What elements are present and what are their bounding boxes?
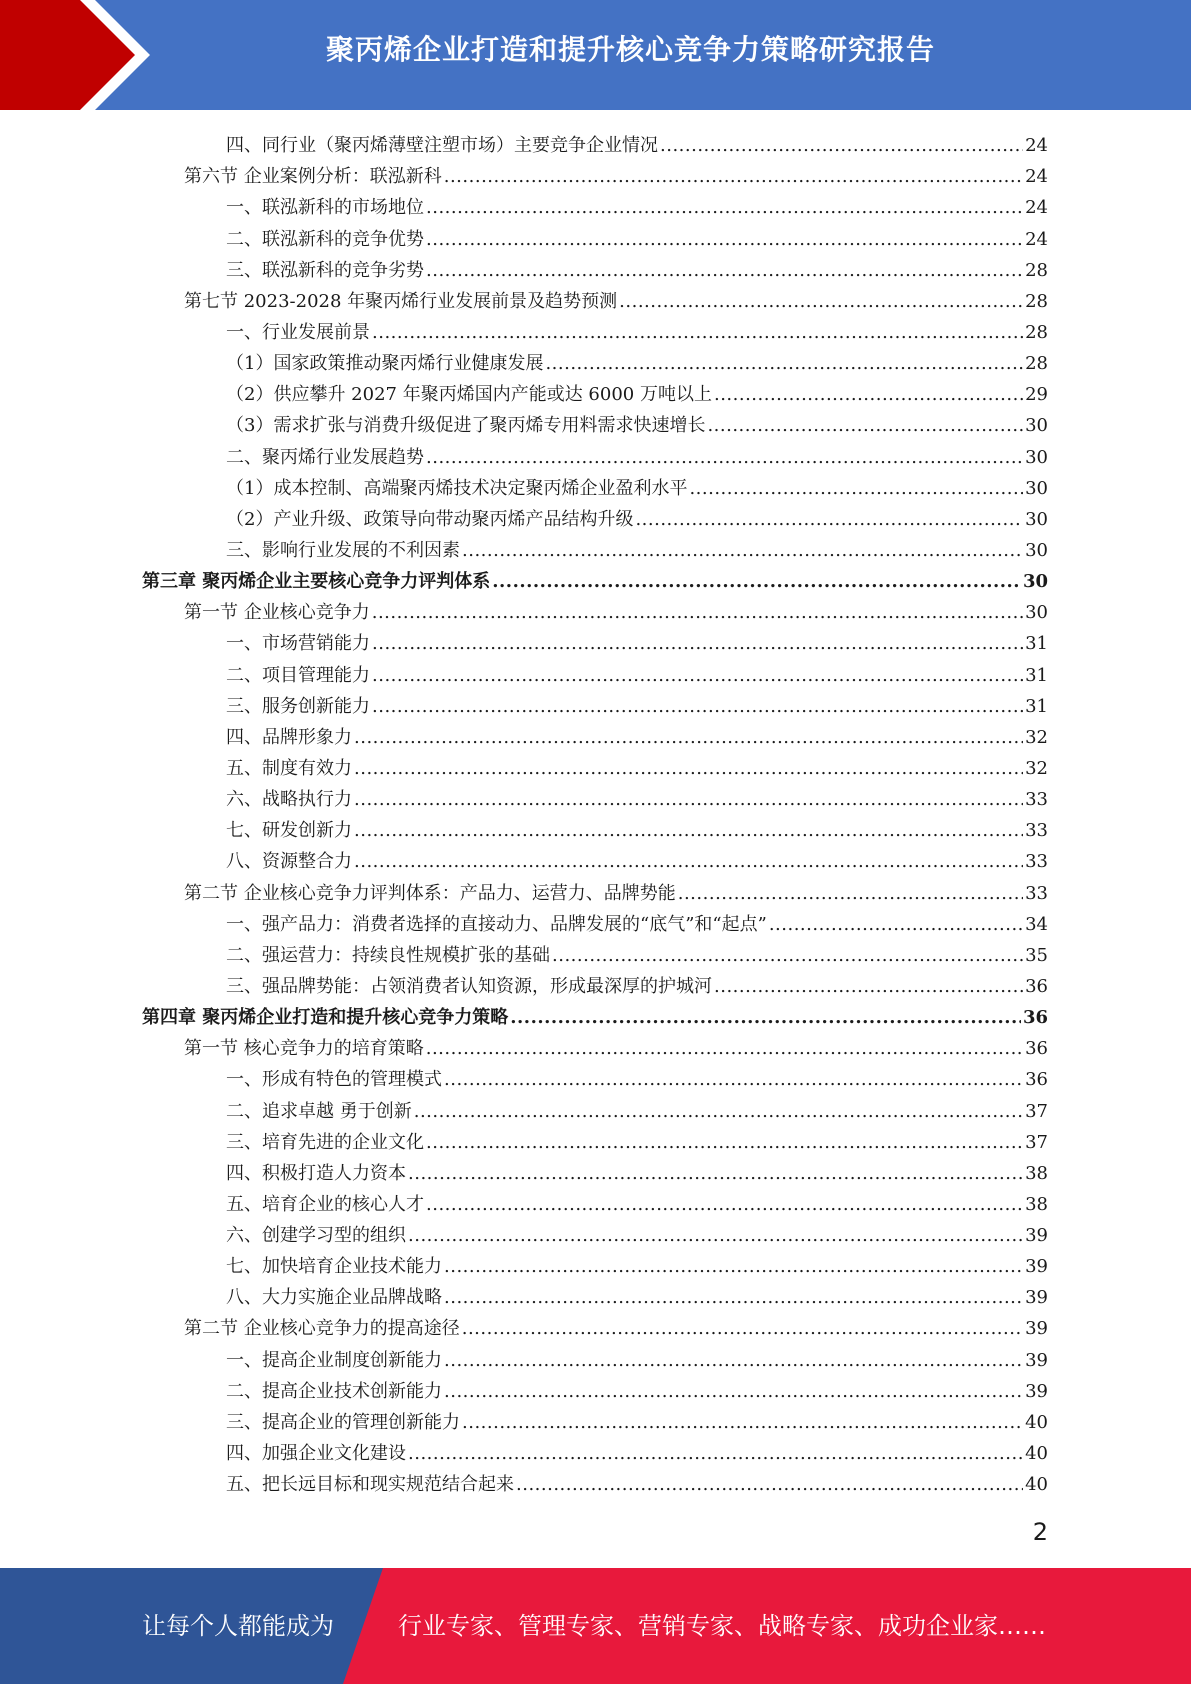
toc-item-entry[interactable] (142, 190, 1048, 221)
toc-entry-page: 36 (1022, 1007, 1048, 1029)
toc-dot-leader (492, 569, 1021, 595)
toc-entry-label: 七、加快培育企业技术能力 (226, 1256, 442, 1278)
toc-entry-page: 31 (1025, 633, 1048, 655)
toc-dot-leader (707, 413, 1023, 439)
toc-entry-page: 28 (1025, 290, 1048, 312)
toc-entry-page: 28 (1025, 321, 1048, 343)
toc-item-entry[interactable] (142, 253, 1048, 284)
toc-dot-leader (408, 1161, 1023, 1187)
toc-dot-leader (354, 756, 1023, 782)
toc-dot-leader (426, 1036, 1023, 1062)
toc-dot-leader (372, 663, 1023, 689)
toc-entry-label: 三、强品牌势能：占领消费者认知资源，形成最深厚的护城河 (226, 975, 712, 997)
chevron-arrow-icon (0, 0, 160, 110)
toc-entry-label: 五、制度有效力 (226, 757, 352, 779)
toc-entry-page: 30 (1025, 602, 1048, 624)
footer-slogan-left: 让每个人都能成为 (142, 1612, 334, 1640)
toc-entry-page: 29 (1025, 384, 1048, 406)
toc-item-entry[interactable] (142, 907, 1048, 938)
toc-item-entry[interactable] (142, 346, 1048, 377)
toc-entry-label: （3）需求扩张与消费升级促进了聚丙烯专用料需求快速增长 (226, 415, 706, 437)
toc-entry-page: 28 (1025, 353, 1048, 375)
toc-section-entry[interactable] (142, 1311, 1048, 1342)
toc-entry-label: 三、提高企业的管理创新能力 (226, 1411, 460, 1433)
toc-dot-leader (426, 1192, 1023, 1218)
toc-item-entry[interactable] (142, 1436, 1048, 1467)
toc-item-entry[interactable] (142, 844, 1048, 875)
toc-entry-label: 三、联泓新科的竞争劣势 (226, 259, 424, 281)
toc-item-entry[interactable] (142, 377, 1048, 408)
toc-entry-label: 二、追求卓越 勇于创新 (226, 1100, 412, 1122)
toc-dot-leader (414, 1099, 1023, 1125)
toc-entry-label: （1）成本控制、高端聚丙烯技术决定聚丙烯企业盈利水平 (226, 477, 688, 499)
toc-entry-page: 24 (1025, 135, 1048, 157)
toc-section-entry[interactable] (142, 595, 1048, 626)
toc-item-entry[interactable] (142, 1156, 1048, 1187)
toc-dot-leader (426, 1130, 1023, 1156)
toc-item-entry[interactable] (142, 1405, 1048, 1436)
toc-item-entry[interactable] (142, 751, 1048, 782)
toc-dot-leader (354, 818, 1023, 844)
toc-dot-leader (678, 881, 1023, 907)
toc-item-entry[interactable] (142, 1249, 1048, 1280)
toc-item-entry[interactable] (142, 720, 1048, 751)
toc-section-entry[interactable] (142, 159, 1048, 190)
toc-entry-label: 五、培育企业的核心人才 (226, 1193, 424, 1215)
toc-entry-page: 39 (1025, 1380, 1048, 1402)
toc-dot-leader (408, 1441, 1023, 1467)
toc-entry-label: （2）产业升级、政策导向带动聚丙烯产品结构升级 (226, 508, 634, 530)
toc-entry-label: 第二节 企业核心竞争力评判体系：产品力、运营力、品牌势能 (184, 882, 676, 904)
toc-dot-leader (689, 476, 1023, 502)
report-title: 聚丙烯企业打造和提升核心竞争力策略研究报告 (325, 33, 935, 66)
toc-entry-page: 33 (1025, 882, 1048, 904)
toc-entry-page: 33 (1025, 820, 1048, 842)
toc-entry-page: 39 (1025, 1318, 1048, 1340)
toc-entry-page: 24 (1025, 197, 1048, 219)
toc-entry-page: 36 (1025, 1038, 1048, 1060)
toc-item-entry[interactable] (142, 813, 1048, 844)
toc-entry-label: 八、资源整合力 (226, 851, 352, 873)
toc-entry-label: 一、强产品力：消费者选择的直接动力、品牌发展的“底气”和“起点” (226, 913, 767, 935)
toc-entry-page: 30 (1022, 571, 1048, 593)
toc-item-entry[interactable] (142, 1125, 1048, 1156)
toc-dot-leader (354, 849, 1023, 875)
toc-entry-page: 38 (1025, 1162, 1048, 1184)
toc-entry-label: 第一节 核心竞争力的培育策略 (184, 1038, 424, 1060)
toc-entry-label: 五、把长远目标和现实规范结合起来 (226, 1474, 514, 1496)
toc-entry-label: 一、联泓新科的市场地位 (226, 197, 424, 219)
toc-entry-page: 32 (1025, 757, 1048, 779)
toc-entry-label: 三、影响行业发展的不利因素 (226, 539, 460, 561)
toc-dot-leader (510, 1005, 1021, 1031)
table-of-contents (142, 128, 1048, 1498)
toc-dot-leader (714, 382, 1023, 408)
toc-entry-label: 四、积极打造人力资本 (226, 1162, 406, 1184)
toc-entry-label: 四、同行业（聚丙烯薄壁注塑市场）主要竞争企业情况 (226, 135, 658, 157)
toc-dot-leader (462, 1316, 1023, 1342)
toc-entry-label: 第一节 企业核心竞争力 (184, 602, 370, 624)
toc-dot-leader (545, 351, 1023, 377)
toc-dot-leader (462, 538, 1023, 564)
toc-item-entry[interactable] (142, 533, 1048, 564)
toc-entry-label: 八、大力实施企业品牌战略 (226, 1287, 442, 1309)
toc-item-entry[interactable] (142, 657, 1048, 688)
toc-item-entry[interactable] (142, 221, 1048, 252)
toc-entry-label: 二、聚丙烯行业发展趋势 (226, 446, 424, 468)
toc-item-entry[interactable] (142, 1187, 1048, 1218)
toc-entry-label: 二、提高企业技术创新能力 (226, 1380, 442, 1402)
toc-dot-leader (444, 1379, 1023, 1405)
toc-dot-leader (372, 600, 1023, 626)
toc-item-entry[interactable] (142, 1093, 1048, 1124)
toc-entry-label: 六、创建学习型的组织 (226, 1225, 406, 1247)
toc-entry-page: 35 (1025, 944, 1048, 966)
toc-entry-label: 第七节 2023-2028 年聚丙烯行业发展前景及趋势预测 (184, 290, 618, 312)
toc-dot-leader (635, 507, 1023, 533)
toc-dot-leader (444, 164, 1023, 190)
toc-item-entry[interactable] (142, 315, 1048, 346)
toc-section-entry[interactable] (142, 284, 1048, 315)
toc-item-entry[interactable] (142, 471, 1048, 502)
toc-item-entry[interactable] (142, 408, 1048, 439)
toc-entry-page: 31 (1025, 695, 1048, 717)
toc-dot-leader (444, 1254, 1023, 1280)
toc-dot-leader (444, 1067, 1023, 1093)
toc-entry-page: 32 (1025, 726, 1048, 748)
toc-item-entry[interactable] (142, 626, 1048, 657)
toc-entry-page: 39 (1025, 1225, 1048, 1247)
toc-dot-leader (426, 258, 1023, 284)
toc-item-entry[interactable] (142, 128, 1048, 159)
toc-dot-leader (552, 943, 1023, 969)
toc-entry-label: 二、联泓新科的竞争优势 (226, 228, 424, 250)
toc-entry-page: 33 (1025, 851, 1048, 873)
toc-item-entry[interactable] (142, 969, 1048, 1000)
toc-dot-leader (354, 725, 1023, 751)
toc-entry-label: 三、培育先进的企业文化 (226, 1131, 424, 1153)
toc-entry-page: 31 (1025, 664, 1048, 686)
toc-dot-leader (462, 1410, 1023, 1436)
toc-section-entry[interactable] (142, 875, 1048, 906)
toc-item-entry[interactable] (142, 1280, 1048, 1311)
toc-item-entry[interactable] (142, 938, 1048, 969)
toc-entry-label: 六、战略执行力 (226, 789, 352, 811)
toc-dot-leader (372, 320, 1023, 346)
toc-entry-page: 30 (1025, 539, 1048, 561)
toc-entry-label: 一、形成有特色的管理模式 (226, 1069, 442, 1091)
toc-entry-page: 36 (1025, 1069, 1048, 1091)
toc-entry-label: （2）供应攀升 2027 年聚丙烯国内产能或达 6000 万吨以上 (226, 384, 712, 406)
toc-entry-page: 24 (1025, 228, 1048, 250)
toc-dot-leader (426, 227, 1023, 253)
toc-entry-page: 30 (1025, 446, 1048, 468)
toc-item-entry[interactable] (142, 689, 1048, 720)
toc-section-entry[interactable] (142, 1031, 1048, 1062)
toc-dot-leader (372, 631, 1023, 657)
toc-entry-label: 二、强运营力：持续良性规模扩张的基础 (226, 944, 550, 966)
toc-entry-label: 第二节 企业核心竞争力的提高途径 (184, 1318, 460, 1340)
page-number: 2 (1032, 1518, 1048, 1546)
toc-entry-label: 四、加强企业文化建设 (226, 1443, 406, 1465)
toc-dot-leader (714, 974, 1023, 1000)
toc-entry-page: 40 (1025, 1474, 1048, 1496)
toc-entry-label: 第六节 企业案例分析：联泓新科 (184, 166, 442, 188)
toc-item-entry[interactable] (142, 1218, 1048, 1249)
toc-entry-page: 38 (1025, 1193, 1048, 1215)
toc-entry-page: 30 (1025, 415, 1048, 437)
toc-entry-page: 39 (1025, 1256, 1048, 1278)
toc-dot-leader (769, 912, 1023, 938)
toc-entry-page: 37 (1025, 1100, 1048, 1122)
toc-dot-leader (444, 1348, 1023, 1374)
toc-dot-leader (619, 289, 1023, 315)
toc-entry-label: 一、提高企业制度创新能力 (226, 1349, 442, 1371)
toc-item-entry[interactable] (142, 502, 1048, 533)
toc-entry-page: 34 (1025, 913, 1048, 935)
toc-entry-page: 30 (1025, 508, 1048, 530)
toc-dot-leader (426, 195, 1023, 221)
toc-entry-page: 39 (1025, 1287, 1048, 1309)
toc-entry-page: 40 (1025, 1443, 1048, 1465)
toc-entry-page: 37 (1025, 1131, 1048, 1153)
toc-dot-leader (408, 1223, 1023, 1249)
toc-dot-leader (372, 694, 1023, 720)
toc-item-entry[interactable] (142, 1062, 1048, 1093)
toc-entry-page: 36 (1025, 975, 1048, 997)
toc-entry-label: 七、研发创新力 (226, 820, 352, 842)
toc-dot-leader (516, 1472, 1023, 1498)
toc-entry-page: 24 (1025, 166, 1048, 188)
footer-slogan-right: 行业专家、管理专家、营销专家、战略专家、成功企业家…… (398, 1612, 1046, 1640)
report-header (0, 0, 1191, 110)
toc-entry-label: 第三章 聚丙烯企业主要核心竞争力评判体系 (142, 571, 491, 593)
report-footer (0, 1568, 1191, 1684)
toc-item-entry[interactable] (142, 1374, 1048, 1405)
toc-item-entry[interactable] (142, 1467, 1048, 1498)
toc-chapter-entry[interactable] (142, 564, 1048, 595)
toc-dot-leader (426, 445, 1023, 471)
toc-entry-label: 第四章 聚丙烯企业打造和提升核心竞争力策略 (142, 1007, 509, 1029)
toc-item-entry[interactable] (142, 782, 1048, 813)
toc-entry-page: 30 (1025, 477, 1048, 499)
toc-dot-leader (660, 133, 1023, 159)
toc-dot-leader (444, 1285, 1023, 1311)
toc-entry-page: 33 (1025, 789, 1048, 811)
toc-entry-label: 一、市场营销能力 (226, 633, 370, 655)
toc-entry-label: 三、服务创新能力 (226, 695, 370, 717)
toc-item-entry[interactable] (142, 439, 1048, 470)
toc-entry-label: 二、项目管理能力 (226, 664, 370, 686)
toc-dot-leader (354, 787, 1023, 813)
toc-entry-page: 39 (1025, 1349, 1048, 1371)
toc-entry-label: 四、品牌形象力 (226, 726, 352, 748)
toc-entry-label: 一、行业发展前景 (226, 321, 370, 343)
toc-entry-page: 28 (1025, 259, 1048, 281)
toc-entry-page: 40 (1025, 1411, 1048, 1433)
toc-entry-label: （1）国家政策推动聚丙烯行业健康发展 (226, 353, 544, 375)
toc-chapter-entry[interactable] (142, 1000, 1048, 1031)
toc-item-entry[interactable] (142, 1342, 1048, 1373)
